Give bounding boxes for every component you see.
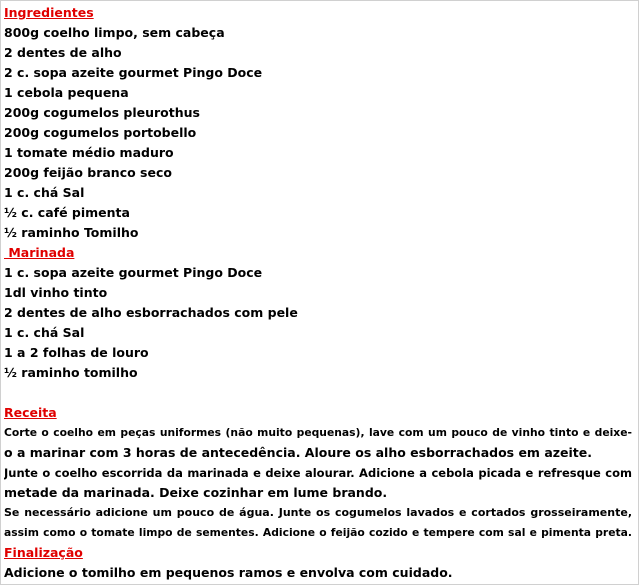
paragraph-line: Junte o coelho escorrida da marinada e deixe alourar. Adicione a cebola picada e refresque com [4, 466, 632, 480]
ingredient-item: 2 c. sopa azeite gourmet Pingo Doce [4, 65, 263, 80]
ingredient-item: 200g cogumelos portobello [4, 125, 197, 140]
marinada-item: 1 a 2 folhas de louro [4, 345, 149, 360]
ingredient-item: 1 c. chá Sal [4, 185, 85, 200]
recipe-content [4, 3, 632, 583]
receita-paragraph [4, 423, 632, 463]
ingredient-item: 2 dentes de alho [4, 45, 122, 60]
finalizacao-line: Adicione o tomilho em pequenos ramos e envolva com cuidado. [4, 565, 453, 580]
receita-paragraph [4, 463, 632, 503]
ingredient-item: ½ c. café pimenta [4, 205, 130, 220]
receita-heading: Receita [4, 405, 57, 420]
paragraph-line: Corte o coelho em peças uniformes (não muito pequenas), lave com um pouco de vinho tinto e deixe- [4, 426, 632, 439]
receita-paragraph [4, 503, 632, 543]
marinada-item: 1 c. sopa azeite gourmet Pingo Doce [4, 265, 263, 280]
paragraph-line: assim como o tomate limpo de sementes. Adicione o feijão cozido e tempere com sal e pimenta preta. [4, 526, 632, 539]
paragraph-line: metade da marinada. Deixe cozinhar em lume brando. [4, 485, 388, 500]
paragraph-line: Se necessário adicione um pouco de água. Junte os cogumelos lavados e cortados grosseiramente, [4, 506, 632, 519]
marinada-heading: Marinada [4, 245, 75, 260]
ingredient-item: 200g cogumelos pleurothus [4, 105, 200, 120]
marinada-item: ½ raminho tomilho [4, 365, 138, 380]
marinada-item: 1dl vinho tinto [4, 285, 108, 300]
ingredient-item: 200g feijão branco seco [4, 165, 172, 180]
ingredient-item: ½ raminho Tomilho [4, 225, 139, 240]
spacer [4, 383, 632, 403]
ingredient-item: 1 tomate médio maduro [4, 145, 174, 160]
ingredientes-heading: Ingredientes [4, 5, 94, 20]
marinada-item: 1 c. chá Sal [4, 325, 85, 340]
ingredient-item: 1 cebola pequena [4, 85, 129, 100]
finalizacao-heading: Finalização [4, 545, 83, 560]
ingredient-item: 800g coelho limpo, sem cabeça [4, 25, 225, 40]
paragraph-line: o a marinar com 3 horas de antecedência. Aloure os alho esborrachados em azeite. [4, 445, 592, 460]
marinada-item: 2 dentes de alho esborrachados com pele [4, 305, 298, 320]
